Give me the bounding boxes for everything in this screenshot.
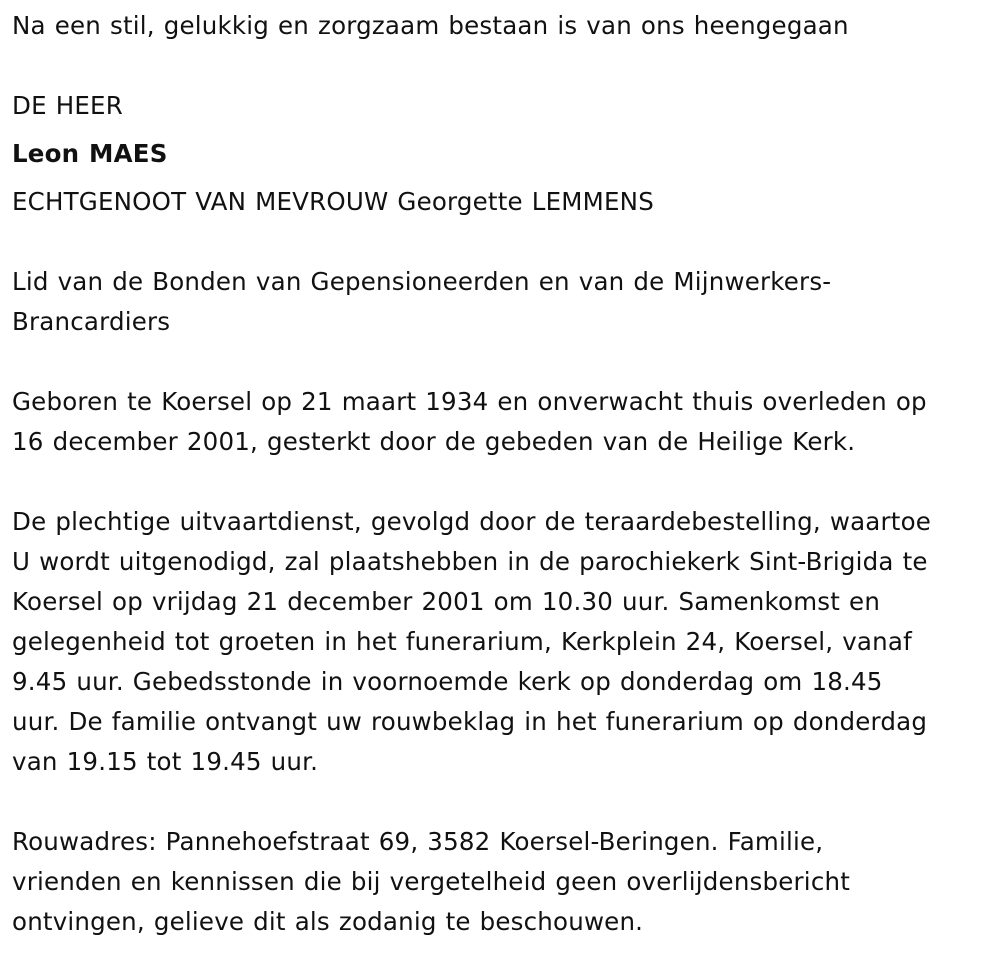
- spouse-line: ECHTGENOOT VAN MEVROUW Georgette LEMMENS: [12, 187, 654, 216]
- spacer: [12, 342, 992, 382]
- spacer: [12, 782, 992, 822]
- death-notice: [12, 6, 992, 942]
- funeral-paragraph: De plechtige uitvaartdienst, gevolgd door de teraardebestelling, waartoe U wordt uitgenodigd, zal plaatshebben in de parochiekerk Sint-Brigida te Koersel op vrijdag 21 december 2001 om 10.30 uur. Samenkomst en gelegenheid tot groeten in het funerarium, Kerkplein 24, Koersel, vanaf 9.45 uur. Gebedsstonde in voornoemde kerk op donderdag om 18.45 uur. De familie ontvangt uw rouwbeklag in het funerarium op donderdag van 19.15 tot 19.45 uur.: [12, 507, 932, 776]
- birth-death-paragraph: Geboren te Koersel op 21 maart 1934 en onverwacht thuis overleden op 16 december 2001, gesterkt door de gebeden van de Heilige Kerk.: [12, 387, 927, 456]
- address-paragraph: Rouwadres: Pannehoefstraat 69, 3582 Koersel-Beringen. Familie, vrienden en kennissen die bij vergetelheid geen overlijdensbericht ontvingen, gelieve dit als zodanig te beschouwen.: [12, 827, 851, 936]
- membership-paragraph: Lid van de Bonden van Gepensioneerden en van de Mijnwerkers- Brancardiers: [12, 267, 832, 336]
- intro-line: Na een stil, gelukkig en zorgzaam bestaan is van ons heengegaan: [12, 11, 849, 40]
- spacer: [12, 462, 992, 502]
- deceased-name: Leon MAES: [12, 139, 168, 168]
- honorific-title: DE HEER: [12, 91, 123, 120]
- spacer: [12, 222, 992, 262]
- spacer: [12, 46, 992, 86]
